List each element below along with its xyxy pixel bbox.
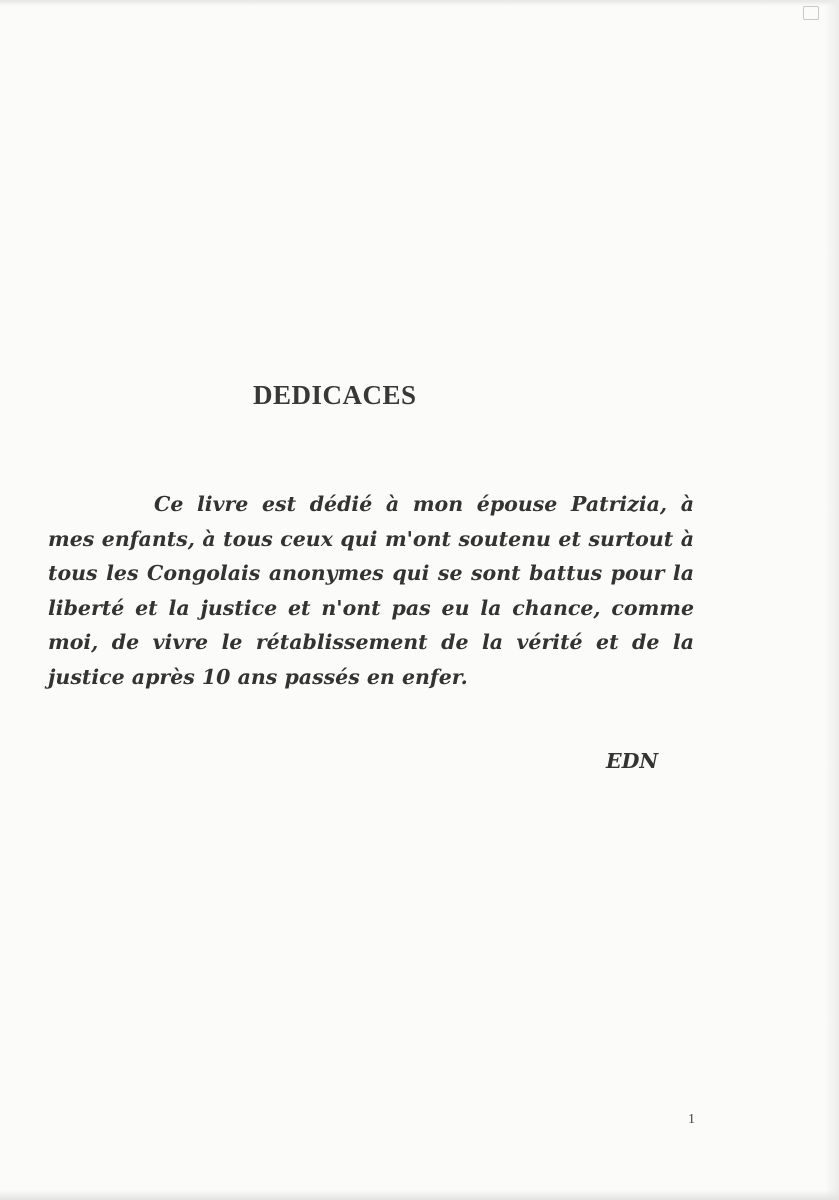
page-edge-right bbox=[825, 0, 839, 1200]
page-edge-top bbox=[0, 0, 839, 6]
author-signature: EDN bbox=[606, 749, 659, 773]
page-edge-bottom bbox=[0, 1190, 839, 1200]
corner-mark bbox=[803, 6, 819, 20]
page-number: 1 bbox=[688, 1112, 695, 1127]
dedication-paragraph: Ce livre est dédié à mon épouse Patrizia, à mes enfants, à tous ceux qui m'ont soutenu et surtout à tous les Congolais anonymes qui se sont battus pour la liberté et la justice et n'ont pas eu la chance, comme moi, de vivre le rétablissement de la vérité et de la justice après 10 ans passés en enfer. bbox=[48, 492, 694, 689]
page-title: DEDICACES bbox=[253, 380, 417, 410]
